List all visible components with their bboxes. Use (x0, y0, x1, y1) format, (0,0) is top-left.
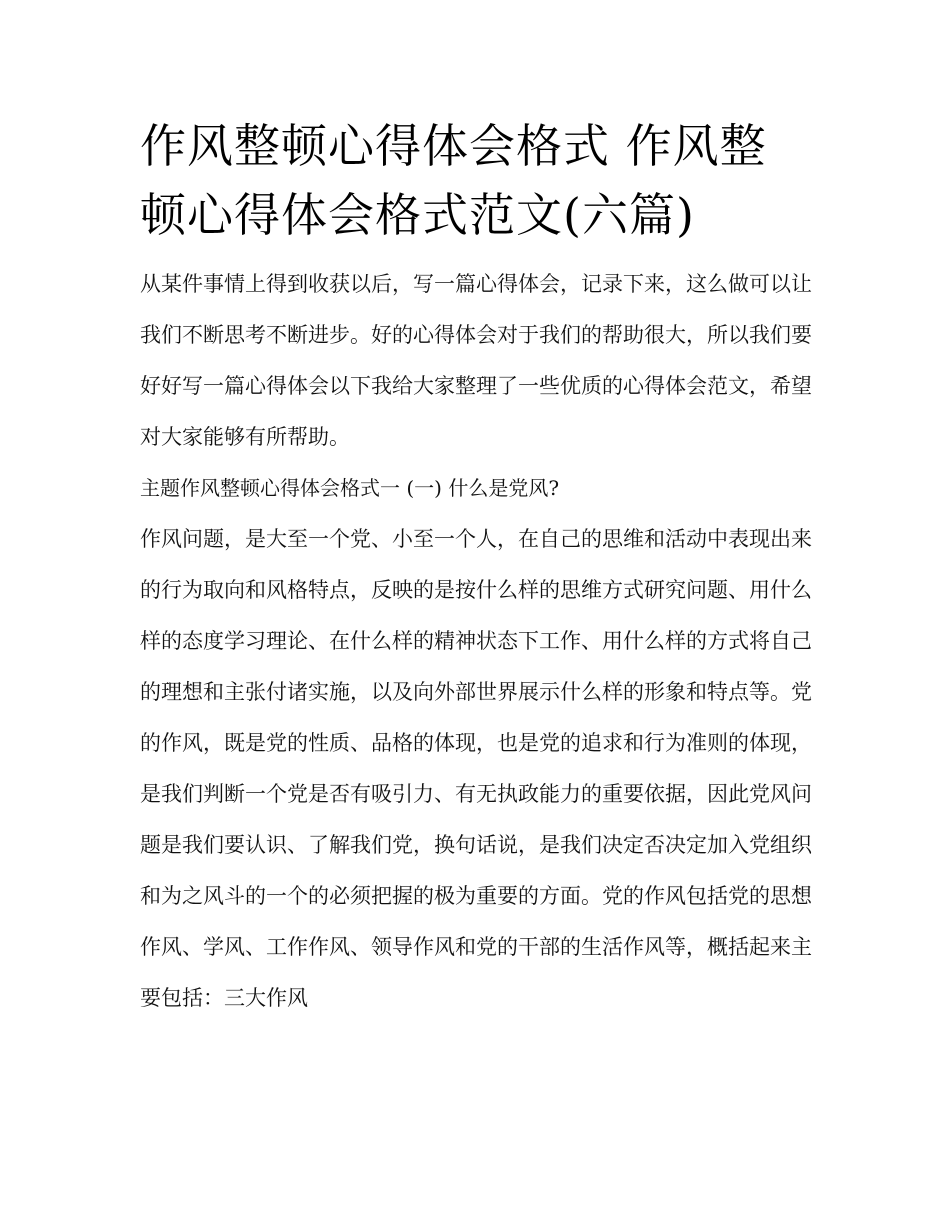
section-heading: 主题作风整顿心得体会格式一 (一) 什么是党风? (140, 476, 560, 500)
document-title: 作风整顿心得体会格式 作风整顿心得体会格式范文(六篇) (140, 119, 767, 242)
intro-paragraph: 从某件事情上得到收获以后，写一篇心得体会，记录下来，这么做可以让我们不断思考不断进步。好的心得体会对于我们的帮助很大，所以我们要好好写一篇心得体会以下我给大家整理了一些优质的心得体会范文，希望对大家能够有所帮助。 (140, 272, 812, 449)
body-paragraph: 作风问题，是大至一个党、小至一个人，在自己的思维和活动中表现出来的行为取向和风格特点，反映的是按什么样的思维方式研究问题、用什么样的态度学习理论、在什么样的精神状态下工作、用什么样的方式将自己的理想和主张付诸实施，以及向外部世界展示什么样的形象和特点等。党的作风，既是党的性质、品格的体现，也是党的追求和行为准则的体现，是我们判断一个党是否有吸引力、有无执政能力的重要依据，因此党风问题是我们要认识、了解我们党，换句话说，是我们决定否决定加入党组织和为之风斗的一个的必须把握的极为重要的方面。党的作风包括党的思想作风、学风、工作作风、领导作风和党的干部的生活作风等，概括起来主要包括：三大作风 (140, 527, 812, 1010)
document-content (140, 112, 812, 1024)
